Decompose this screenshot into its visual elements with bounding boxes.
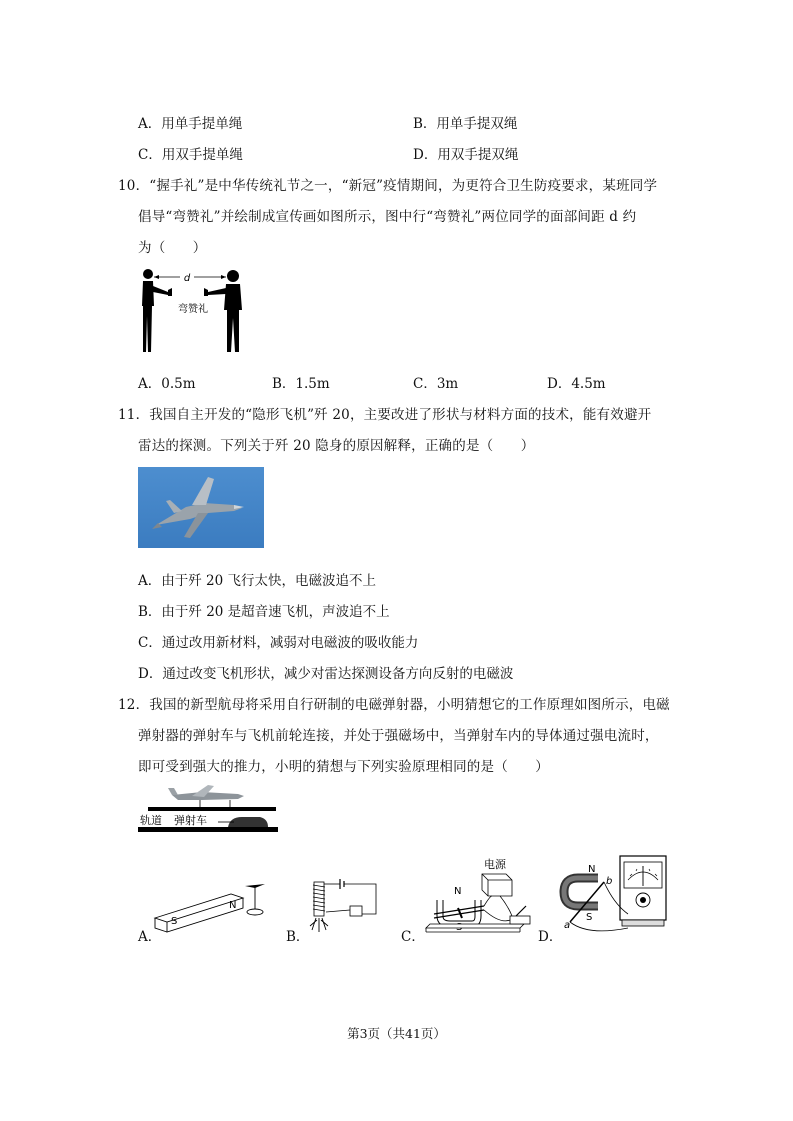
magnet-n-label: N: [588, 864, 596, 875]
q12-option-c-motor-principle: [420, 856, 540, 936]
q9-option-a: A．用单手提单绳: [138, 116, 243, 132]
q12-option-a-magnet-compass: [153, 876, 271, 936]
magnet-s-label: S: [171, 916, 178, 927]
q10-stem-line-3: 为（ ）: [138, 240, 207, 256]
q10-stem-line-1: 10．“握手礼”是中华传统礼节之一，“新冠”疫情期间，为更符合卫生防疫要求，某班同学: [118, 178, 658, 194]
q11-stem-line-2: 雷达的探测。下列关于歼 20 隐身的原因解释，正确的是（ ）: [138, 438, 535, 454]
u-magnet: [564, 878, 598, 906]
q11-figure-stealth-jet-photo: [138, 467, 264, 548]
q9-option-d: D．用双手提双绳: [413, 147, 519, 163]
iron-filings: [310, 918, 328, 932]
power-box: [482, 874, 512, 896]
coil: [313, 882, 325, 916]
q9-option-c: C．用双手提单绳: [138, 147, 243, 163]
q10-stem-line-2: 倡导“弯赞礼”并绘制成宣传画如图所示，图中行“弯赞礼”两位同学的面部间距 d 约: [138, 209, 637, 225]
magnet-n-label: N: [229, 900, 237, 911]
page-footer: 第3页（共41页）: [347, 1026, 446, 1041]
q12-option-b-letter: B．: [286, 929, 310, 945]
magnet-n-label: N: [454, 886, 462, 897]
q12-option-d-induction-galvanometer: [558, 852, 676, 940]
deck-top-bar: [148, 807, 276, 811]
figure-caption: 弯赞礼: [178, 304, 208, 315]
connecting-wires: [484, 896, 512, 921]
track-label: 轨道: [140, 814, 162, 827]
switch: [510, 906, 530, 924]
aircraft-on-deck: [168, 785, 244, 807]
galvanometer: [620, 856, 666, 926]
q11-option-a: A．由于歼 20 飞行太快，电磁波追不上: [138, 573, 377, 589]
q9-option-b: B．用单手提双绳: [413, 116, 518, 132]
q12-stem-line-2: 弹射器的弹射车与飞机前轮连接，并处于强磁场中，当弹射车内的导体通过强电流时，: [138, 728, 659, 744]
q10-option-d: D．4.5m: [547, 376, 606, 392]
q11-option-d: D．通过改变飞机形状，减少对雷达探测设备方向反射的电磁波: [138, 666, 514, 682]
q12-option-b-electromagnet: [306, 876, 384, 938]
point-a-label: a: [564, 920, 571, 931]
q10-figure-bow-greeting: [138, 266, 246, 354]
q11-option-c: C．通过改用新材料，减弱对电磁波的吸收能力: [138, 635, 419, 651]
d-label: d: [183, 273, 191, 284]
magnet-s-label: S: [586, 912, 593, 923]
q10-option-b: B．1.5m: [272, 376, 330, 392]
q10-option-a: A．0.5m: [138, 376, 196, 392]
base-board: [426, 924, 524, 932]
right-person-silhouette: [204, 270, 242, 352]
cart-label: 弹射车: [174, 814, 207, 827]
power-source-label: 电源: [484, 858, 506, 871]
q12-stem-line-3: 即可受到强大的推力，小明的猜想与下列实验原理相同的是（ ）: [138, 759, 549, 775]
q12-figure-catapult-track: [138, 783, 278, 835]
q12-option-c-letter: C．: [401, 929, 425, 945]
q12-stem-line-1: 12．我国的新型航母将采用自行研制的电磁弹射器，小明猜想它的工作原理如图所示，电磁: [118, 697, 670, 713]
q12-option-d-letter: D．: [538, 929, 563, 945]
track-bottom-bar: [138, 827, 278, 832]
q12-option-a-letter: A．: [138, 929, 162, 945]
compass-needle: [245, 884, 265, 915]
left-person-silhouette: [142, 269, 172, 352]
q10-option-c: C．3m: [413, 376, 459, 392]
circuit-wires: [324, 879, 376, 916]
point-b-label: b: [606, 876, 613, 887]
q11-stem-line-1: 11．我国自主开发的“隐形飞机”歼 20，主要改进了形状与材料方面的技术，能有效避开: [118, 407, 652, 423]
q11-option-b: B．由于歼 20 是超音速飞机，声波追不上: [138, 604, 390, 620]
